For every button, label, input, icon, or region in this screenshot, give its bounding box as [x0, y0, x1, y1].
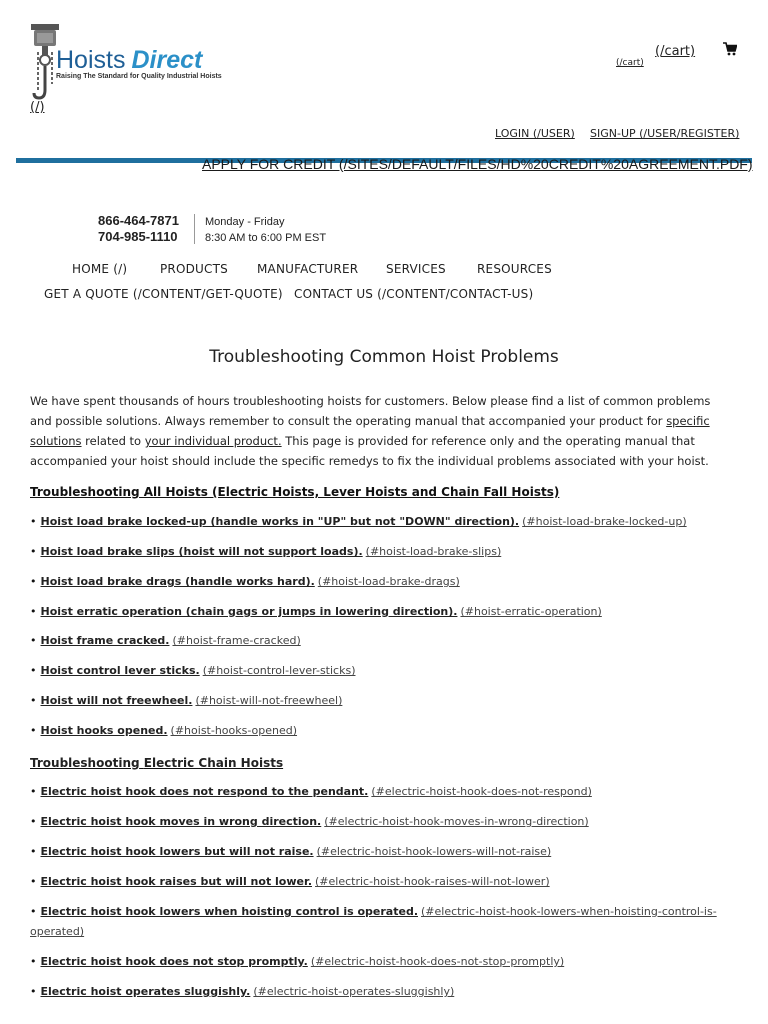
intro-paragraph	[30, 391, 730, 471]
troubleshoot-anchor-link[interactable]: (#hoist-load-brake-drags)	[317, 575, 460, 588]
troubleshoot-anchor-link[interactable]: (#hoist-control-lever-sticks)	[202, 664, 356, 677]
bullet-glyph: •	[30, 575, 37, 588]
cart-link[interactable]: (/cart)	[655, 44, 696, 59]
troubleshoot-anchor-link[interactable]: (#hoist-erratic-operation)	[460, 605, 602, 618]
troubleshoot-question-link[interactable]: Electric hoist hook does not respond to the pendant.	[40, 785, 369, 798]
list-item	[30, 512, 687, 532]
list-item	[30, 782, 592, 802]
hours-time: 8:30 AM to 6:00 PM EST	[205, 232, 327, 244]
troubleshoot-anchor-link[interactable]: (#hoist-hooks-opened)	[170, 724, 298, 737]
bullet-glyph: •	[30, 845, 37, 858]
troubleshoot-anchor-link[interactable]: (#hoist-will-not-freewheel)	[195, 694, 343, 707]
troubleshoot-question-link[interactable]: Hoist load brake drags (handle works hard).	[40, 575, 315, 588]
phone-primary[interactable]: 866-464-7871	[98, 213, 179, 228]
troubleshoot-question-link[interactable]: Electric hoist hook moves in wrong direction.	[40, 815, 322, 828]
section-all-hoists-heading[interactable]: Troubleshooting All Hoists (Electric Hoists, Lever Hoists and Chain Fall Hoists)	[30, 485, 560, 499]
hours-days: Monday - Friday	[205, 216, 285, 228]
phone-hours-divider	[194, 214, 195, 244]
site-logo[interactable]	[28, 22, 260, 112]
cart-link-small[interactable]: (/cart)	[616, 58, 644, 68]
phone-secondary[interactable]: 704-985-1110	[98, 229, 178, 244]
logo-tagline: Raising The Standard for Quality Industrial Hoists	[56, 73, 222, 80]
bullet-glyph: •	[30, 605, 37, 618]
list-item	[30, 842, 551, 862]
intro-text-3: This page is provided for reference only and the operating manual that accompanied your hoist should include the specific remedys to fix the individual problems associated with your hoist.	[30, 434, 709, 468]
bullet-glyph: •	[30, 724, 37, 737]
list-item	[30, 982, 454, 1002]
troubleshoot-question-link[interactable]: Hoist erratic operation (chain gags or jumps in lowering direction).	[40, 605, 458, 618]
troubleshoot-anchor-link[interactable]: (#hoist-load-brake-locked-up)	[522, 515, 687, 528]
bullet-glyph: •	[30, 515, 37, 528]
business-hours	[205, 214, 326, 246]
bullet-glyph: •	[30, 985, 37, 998]
troubleshoot-anchor-link[interactable]: (#electric-hoist-operates-sluggishly)	[253, 985, 455, 998]
nav-manufacturer[interactable]: MANUFACTURER	[257, 262, 359, 276]
troubleshoot-anchor-link[interactable]: (#electric-hoist-hook-lowers-when-hoisting-control-is-operated)	[30, 905, 717, 938]
section-electric-heading	[30, 756, 283, 770]
intro-text-2: related to	[81, 434, 145, 448]
bullet-glyph: •	[30, 815, 37, 828]
list-item	[30, 872, 550, 892]
troubleshoot-question-link[interactable]: Hoist frame cracked.	[40, 634, 170, 647]
login-link[interactable]: LOGIN (/USER)	[495, 127, 575, 140]
troubleshoot-question-link[interactable]: Electric hoist hook lowers when hoisting control is operated.	[40, 905, 418, 918]
troubleshoot-question-link[interactable]: Electric hoist hook lowers but will not raise.	[40, 845, 314, 858]
apply-for-credit-link[interactable]: APPLY FOR CREDIT (/SITES/DEFAULT/FILES/HD%20CREDIT%20AGREEMENT.PDF)	[202, 156, 753, 172]
bullet-glyph: •	[30, 905, 37, 918]
troubleshoot-question-link[interactable]: Electric hoist hook does not stop promptly.	[40, 955, 308, 968]
logo-word-hoists: Hoists	[56, 46, 126, 74]
troubleshoot-question-link[interactable]: Hoist control lever sticks.	[40, 664, 200, 677]
nav-get-a-quote[interactable]: GET A QUOTE (/CONTENT/GET-QUOTE)	[44, 287, 283, 301]
intro-text-1: We have spent thousands of hours troubleshooting hoists for customers. Below please find a list of common problems and possible solutions. Always remember to consult the operating manual that accompanied your product for	[30, 394, 711, 428]
logo-wordmark	[56, 46, 202, 74]
logo-word-direct: Direct	[131, 46, 203, 74]
individual-product-link[interactable]: your individual product.	[144, 434, 282, 448]
troubleshoot-question-link[interactable]: Hoist load brake slips (hoist will not support loads).	[40, 545, 363, 558]
phone-numbers	[98, 213, 179, 245]
page-title: Troubleshooting Common Hoist Problems	[209, 347, 559, 367]
bullet-glyph: •	[30, 634, 37, 647]
nav-resources[interactable]: RESOURCES	[477, 262, 552, 276]
list-item	[30, 902, 730, 942]
troubleshoot-anchor-link[interactable]: (#electric-hoist-hook-does-not-stop-promptly)	[310, 955, 565, 968]
list-item	[30, 952, 564, 972]
troubleshoot-anchor-link[interactable]: (#electric-hoist-hook-moves-in-wrong-direction)	[324, 815, 589, 828]
list-item	[30, 631, 301, 651]
list-item	[30, 572, 460, 592]
troubleshoot-question-link[interactable]: Electric hoist operates sluggishly.	[40, 985, 251, 998]
troubleshoot-anchor-link[interactable]: (#hoist-load-brake-slips)	[365, 545, 502, 558]
cart-icon[interactable]	[723, 42, 737, 56]
section-electric-link-2[interactable]: Electric Chain Hoists	[143, 756, 284, 770]
troubleshoot-anchor-link[interactable]: (#electric-hoist-hook-does-not-respond)	[371, 785, 592, 798]
troubleshoot-question-link[interactable]: Hoist will not freewheel.	[40, 694, 193, 707]
nav-products[interactable]: PRODUCTS	[160, 262, 228, 276]
list-item	[30, 542, 501, 562]
troubleshoot-question-link[interactable]: Hoist load brake locked-up (handle works in "UP" but not "DOWN" direction).	[40, 515, 520, 528]
signup-link[interactable]: SIGN-UP (/USER/REGISTER)	[590, 127, 740, 140]
home-link[interactable]: (/)	[30, 100, 45, 115]
list-item	[30, 812, 589, 832]
troubleshoot-question-link[interactable]: Electric hoist hook raises but will not lower.	[40, 875, 313, 888]
nav-services[interactable]: SERVICES	[386, 262, 446, 276]
nav-home[interactable]: HOME (/)	[72, 262, 128, 276]
bullet-glyph: •	[30, 785, 37, 798]
bullet-glyph: •	[30, 955, 37, 968]
bullet-glyph: •	[30, 545, 37, 558]
list-item	[30, 691, 342, 711]
troubleshoot-question-link[interactable]: Hoist hooks opened.	[40, 724, 168, 737]
section-electric-link-1[interactable]: Troubleshooting	[30, 756, 140, 770]
bullet-glyph: •	[30, 875, 37, 888]
troubleshoot-anchor-link[interactable]: (#electric-hoist-hook-lowers-will-not-raise)	[316, 845, 552, 858]
list-item	[30, 602, 602, 622]
list-item	[30, 721, 297, 741]
bullet-glyph: •	[30, 664, 37, 677]
troubleshoot-anchor-link[interactable]: (#electric-hoist-hook-raises-will-not-lower)	[315, 875, 550, 888]
troubleshoot-anchor-link[interactable]: (#hoist-frame-cracked)	[172, 634, 301, 647]
list-item	[30, 661, 356, 681]
nav-contact-us[interactable]: CONTACT US (/CONTENT/CONTACT-US)	[294, 287, 534, 301]
specific-solutions-link[interactable]: specific solutions	[30, 414, 710, 448]
bullet-glyph: •	[30, 694, 37, 707]
